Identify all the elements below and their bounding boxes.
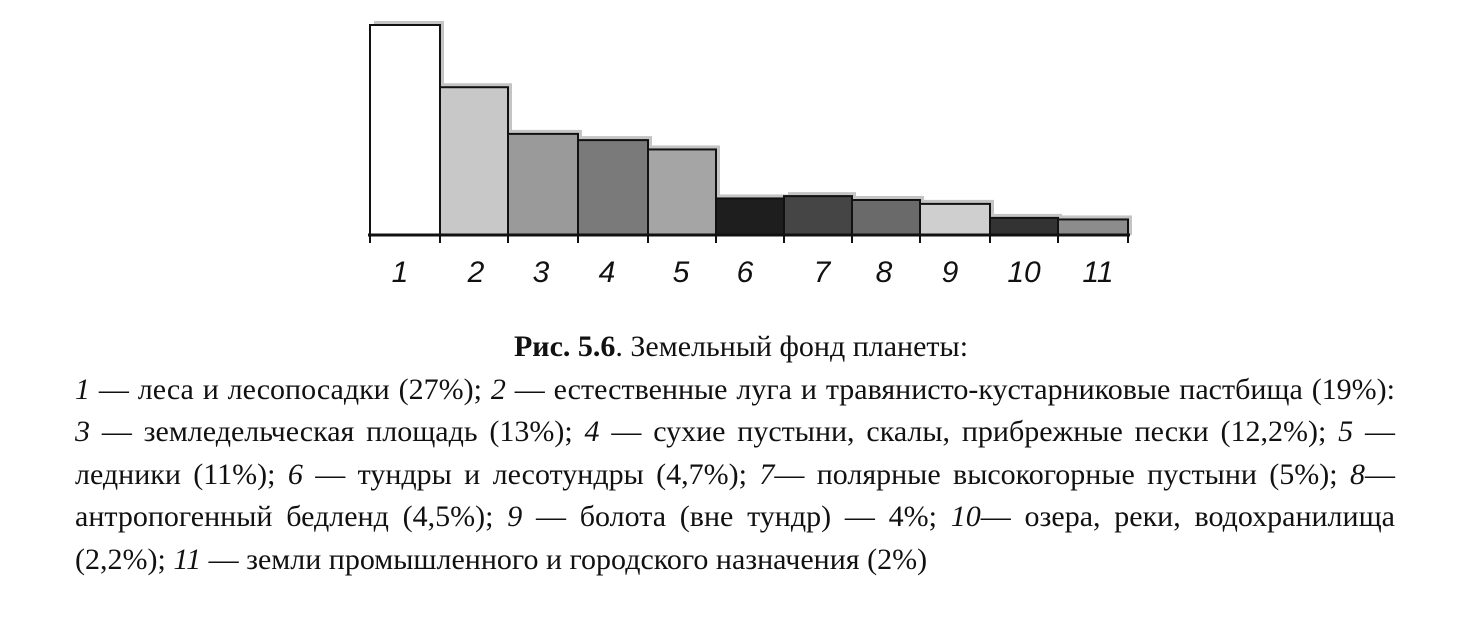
- bar-1: [370, 25, 440, 235]
- x-tick-label-11: 11: [1082, 256, 1114, 289]
- x-tick-label-4: 4: [598, 256, 616, 289]
- legend-item-text: — ледники (11%);: [75, 415, 1395, 491]
- legend-item-text: — сухие пустыни, скалы, прибрежные пески (12,2%);: [599, 415, 1339, 448]
- bar-2: [440, 87, 508, 235]
- caption-legend: [75, 369, 1395, 582]
- bar-10: [990, 218, 1058, 235]
- caption-title: [75, 326, 1395, 369]
- legend-item-number: 10: [950, 500, 981, 533]
- legend-item-number: 4: [584, 415, 600, 448]
- x-tick-label-10: 10: [1007, 256, 1041, 289]
- x-tick-label-2: 2: [467, 256, 485, 289]
- legend-item-text: — земли промышленного и городского назначения (2%): [201, 542, 928, 576]
- x-tick-label-1: 1: [391, 256, 409, 289]
- legend-item-number: 7: [759, 457, 775, 491]
- legend-item-2: [491, 373, 1395, 406]
- x-tick-label-5: 5: [672, 256, 690, 289]
- x-tick-label-3: 3: [532, 256, 550, 289]
- legend-item-number: 5: [1338, 415, 1354, 448]
- figure-title: . Земельный фонд планеты:: [615, 330, 969, 363]
- figure-label: Рис. 5.6: [513, 330, 616, 363]
- legend-item-text: — антропогенный бедленд (4,5%);: [75, 457, 1395, 533]
- legend-item-6: [288, 458, 759, 491]
- legend-item-text: — земледельческая площадь (13%);: [90, 415, 585, 448]
- legend-item-text: — полярные высокогорные пустыни (5%);: [774, 457, 1350, 491]
- legend-item-number: 11: [173, 542, 202, 576]
- bar-11: [1058, 219, 1128, 235]
- bars-group: [370, 21, 1132, 235]
- legend-item-text: — озера, реки, водохранилища (2,2%);: [75, 500, 1395, 576]
- figure-caption: [75, 326, 1395, 581]
- bar-chart: [0, 0, 1462, 310]
- x-tick-label-7: 7: [813, 256, 831, 289]
- bar-5: [648, 149, 716, 235]
- legend-item-3: [75, 415, 585, 448]
- legend-item-number: 1: [75, 372, 90, 406]
- legend-item-number: 3: [75, 415, 90, 448]
- legend-item-text: — болота (вне тундр) — 4%;: [522, 500, 951, 533]
- x-tick-labels-group: [392, 256, 1114, 289]
- legend-item-11: [173, 543, 927, 576]
- bar-4: [578, 140, 648, 235]
- legend-item-text: — естественные луга и травянисто-кустарниковые пастбища (19%):: [505, 372, 1396, 406]
- legend-item-number: 6: [287, 457, 303, 491]
- bar-8: [852, 200, 920, 235]
- bar-9: [920, 204, 990, 235]
- legend-item-number: 9: [507, 500, 523, 533]
- legend-item-7: [759, 458, 1350, 491]
- bar-3: [508, 134, 578, 235]
- x-tick-label-8: 8: [875, 256, 893, 289]
- legend-item-number: 2: [490, 372, 506, 406]
- legend-item-text: — тундры и лесотундры (4,7%);: [302, 457, 760, 491]
- legend-item-text: — леса и лесопосадки (27%);: [90, 372, 491, 406]
- x-tick-label-9: 9: [941, 256, 959, 289]
- legend-item-1: [75, 373, 491, 406]
- legend-item-number: 8: [1350, 457, 1365, 491]
- x-tick-label-6: 6: [736, 256, 754, 289]
- legend-item-4: [585, 415, 1339, 448]
- bar-7: [784, 196, 852, 235]
- legend-item-9: [507, 500, 951, 533]
- bar-6: [716, 198, 784, 235]
